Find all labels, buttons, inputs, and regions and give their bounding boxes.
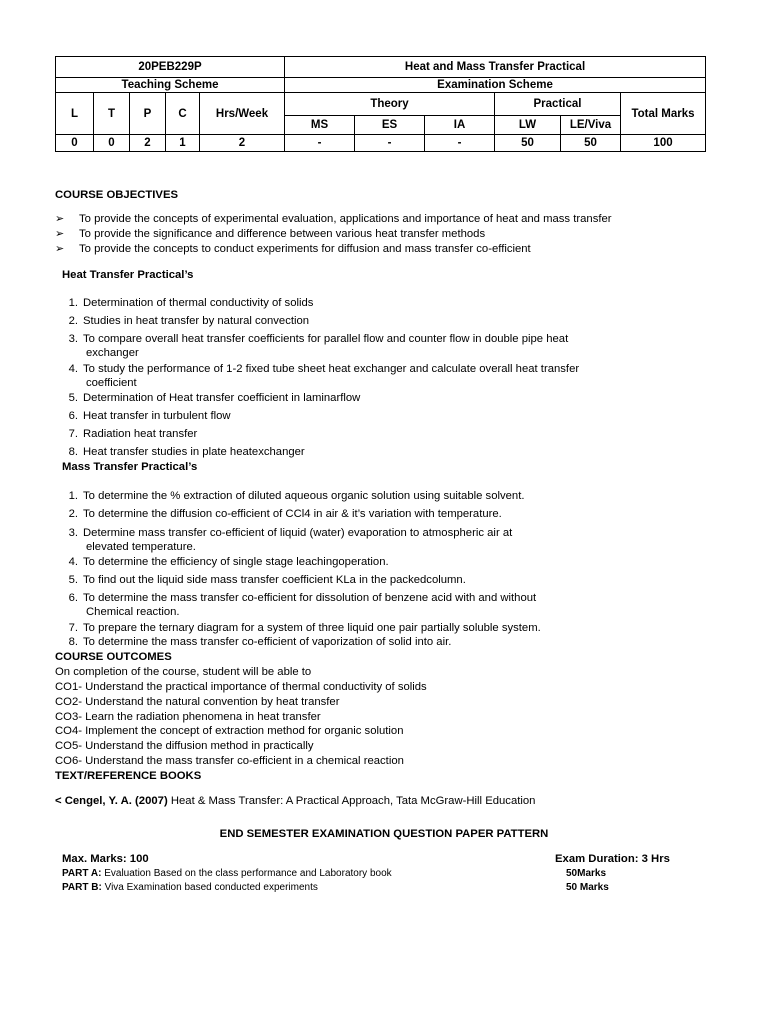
part-b-text: Viva Examination based conducted experiments: [101, 882, 318, 893]
reference-book: [55, 794, 535, 808]
course-scheme-table: [55, 56, 706, 152]
value-c: 1: [166, 135, 200, 152]
heat-practicals-heading: Heat Transfer Practical’s: [62, 269, 194, 281]
outcomes-heading: COURSE OUTCOMES: [55, 651, 172, 663]
reference-author: < Cengel, Y. A. (2007): [55, 795, 168, 807]
col-ia: IA: [425, 116, 495, 135]
value-le: 50: [561, 135, 621, 152]
theory-header: Theory: [285, 93, 495, 116]
outcomes-intro: On completion of the course, student will be able to: [55, 666, 312, 678]
col-lw: LW: [495, 116, 561, 135]
syllabus-page: 20PEB229P Heat and Mass Transfer Practical Teaching Scheme Examination Scheme L T P C Hrs/Week Theory Practical Total Marks MS ES IA LW LE/Viva 0 0 2 1 2 - - - 50 50 100 COURSE OBJECTIVES ➢ To provide the concepts of experimental evaluation, applications and importance of heat and mass transfer ➢ To provide the significance and difference between various heat transfer methods ➢ To provide the concepts to conduct experiments for diffusion and mass transfer co-efficient Heat Transfer Practical’s 1. Determination of thermal conductivity of solids 2. Studies in heat transfer by natural convection 3. To compare overall heat transfer coefficients for parallel flow and counter flow in double pipe heat exchanger 4. To study the performance of 1-2 fixed tube sheet heat exchanger and calculate overall heat transfer coefficient 5. Determination of Heat transfer coefficient in laminarflow 6. Heat transfer in turbulent flow 7. Radiation heat transfer 8. Heat transfer studies in plate heatexchanger Mass Transfer Practical’s 1. To determine the % extraction of diluted aqueous organic solution using suitable solvent. 2. To determine the diffusion co-efficient of CCl4 in air & it’s variation with temperature. 3. Determine mass transfer co-efficient of liquid (water) evaporation to atmospheric air at elevated temperature. 4. To determine the efficiency of single stage leachingoperation. 5. To find out the liquid side mass transfer coefficient KLa in the packedcolumn. 6. To determine the mass transfer co-efficient for dissolution of benzene acid with and without Chemical reaction. 7. To prepare the ternary diagram for a system of three liquid one pair partially soluble system. 8. To determine the mass transfer co-efficient of vaporization of solid into air. COURSE OUTCOMES On completion of the course, student will be able to CO1- Understand the practical importance of thermal conductivity of solids CO2- Understand the natural convention by heat transfer CO3- Learn the radiation phenomena in heat transfer CO4- Implement the concept of extraction method for organic solution CO5- Understand the diffusion method in practically CO6- Understand the mass transfer co-efficient in a chemical reaction TEXT/REFERENCE BOOKS < Cengel, Y. A. (2007) Heat & Mass Transfer: A Practical Approach, Tata McGraw-Hill Education END SEMESTER EXAMINATION QUESTION PAPER PATTERN Max. Marks: 100 Exam Duration: 3 Hrs PART A: Evaluation Based on the class performance and Laboratory book 50Marks PART B: Viva Examination based conducted experiments 50 Marks: [0, 0, 768, 1024]
col-t: T: [94, 93, 130, 135]
part-b-label: PART B:: [62, 882, 102, 893]
value-lw: 50: [495, 135, 561, 152]
exam-pattern-heading: END SEMESTER EXAMINATION QUESTION PAPER PATTERN: [219, 828, 549, 840]
value-p: 2: [130, 135, 166, 152]
reference-title: Heat & Mass Transfer: A Practical Approach, Tata McGraw-Hill Education: [167, 795, 536, 807]
teaching-scheme-header: Teaching Scheme: [56, 78, 285, 93]
value-es: -: [355, 135, 425, 152]
arrow-bullet-icon: ➢: [55, 243, 65, 255]
col-l: L: [56, 93, 94, 135]
mass-practicals-heading: Mass Transfer Practical’s: [62, 461, 198, 473]
value-hrs: 2: [200, 135, 285, 152]
exam-scheme-header: Examination Scheme: [285, 78, 706, 93]
value-total: 100: [621, 135, 706, 152]
part-b-marks: 50 Marks: [566, 882, 609, 893]
part-a-text: Evaluation Based on the class performance and Laboratory book: [101, 868, 392, 879]
objectives-heading: COURSE OBJECTIVES: [55, 189, 179, 201]
col-c: C: [166, 93, 200, 135]
outcome-item: CO4- Implement the concept of extraction method for organic solution: [55, 725, 404, 737]
total-marks-header: Total Marks: [621, 93, 706, 135]
part-a-marks: 50Marks: [566, 868, 607, 879]
part-a-label: PART A:: [62, 868, 102, 879]
value-ia: -: [425, 135, 495, 152]
outcome-item: CO3- Learn the radiation phenomena in heat transfer: [55, 711, 321, 723]
outcome-item: CO1- Understand the practical importance of thermal conductivity of solids: [55, 681, 427, 693]
value-t: 0: [94, 135, 130, 152]
course-title: Heat and Mass Transfer Practical: [285, 57, 706, 78]
practical-header: Practical: [495, 93, 621, 116]
arrow-bullet-icon: ➢: [55, 228, 65, 240]
books-heading: TEXT/REFERENCE BOOKS: [55, 770, 202, 782]
col-es: ES: [355, 116, 425, 135]
arrow-bullet-icon: ➢: [55, 213, 65, 225]
outcome-item: CO5- Understand the diffusion method in practically: [55, 740, 314, 752]
col-p: P: [130, 93, 166, 135]
part-b: [62, 881, 318, 895]
max-marks: Max. Marks: 100: [62, 853, 149, 865]
part-a: [62, 867, 392, 881]
value-l: 0: [56, 135, 94, 152]
course-code: 20PEB229P: [56, 57, 285, 78]
outcome-item: CO2- Understand the natural convention by heat transfer: [55, 696, 340, 708]
col-le-viva: LE/Viva: [561, 116, 621, 135]
col-ms: MS: [285, 116, 355, 135]
exam-duration: Exam Duration: 3 Hrs: [555, 853, 670, 865]
col-hrs-week: Hrs/Week: [200, 93, 285, 135]
value-ms: -: [285, 135, 355, 152]
outcome-item: CO6- Understand the mass transfer co-efficient in a chemical reaction: [55, 755, 404, 767]
